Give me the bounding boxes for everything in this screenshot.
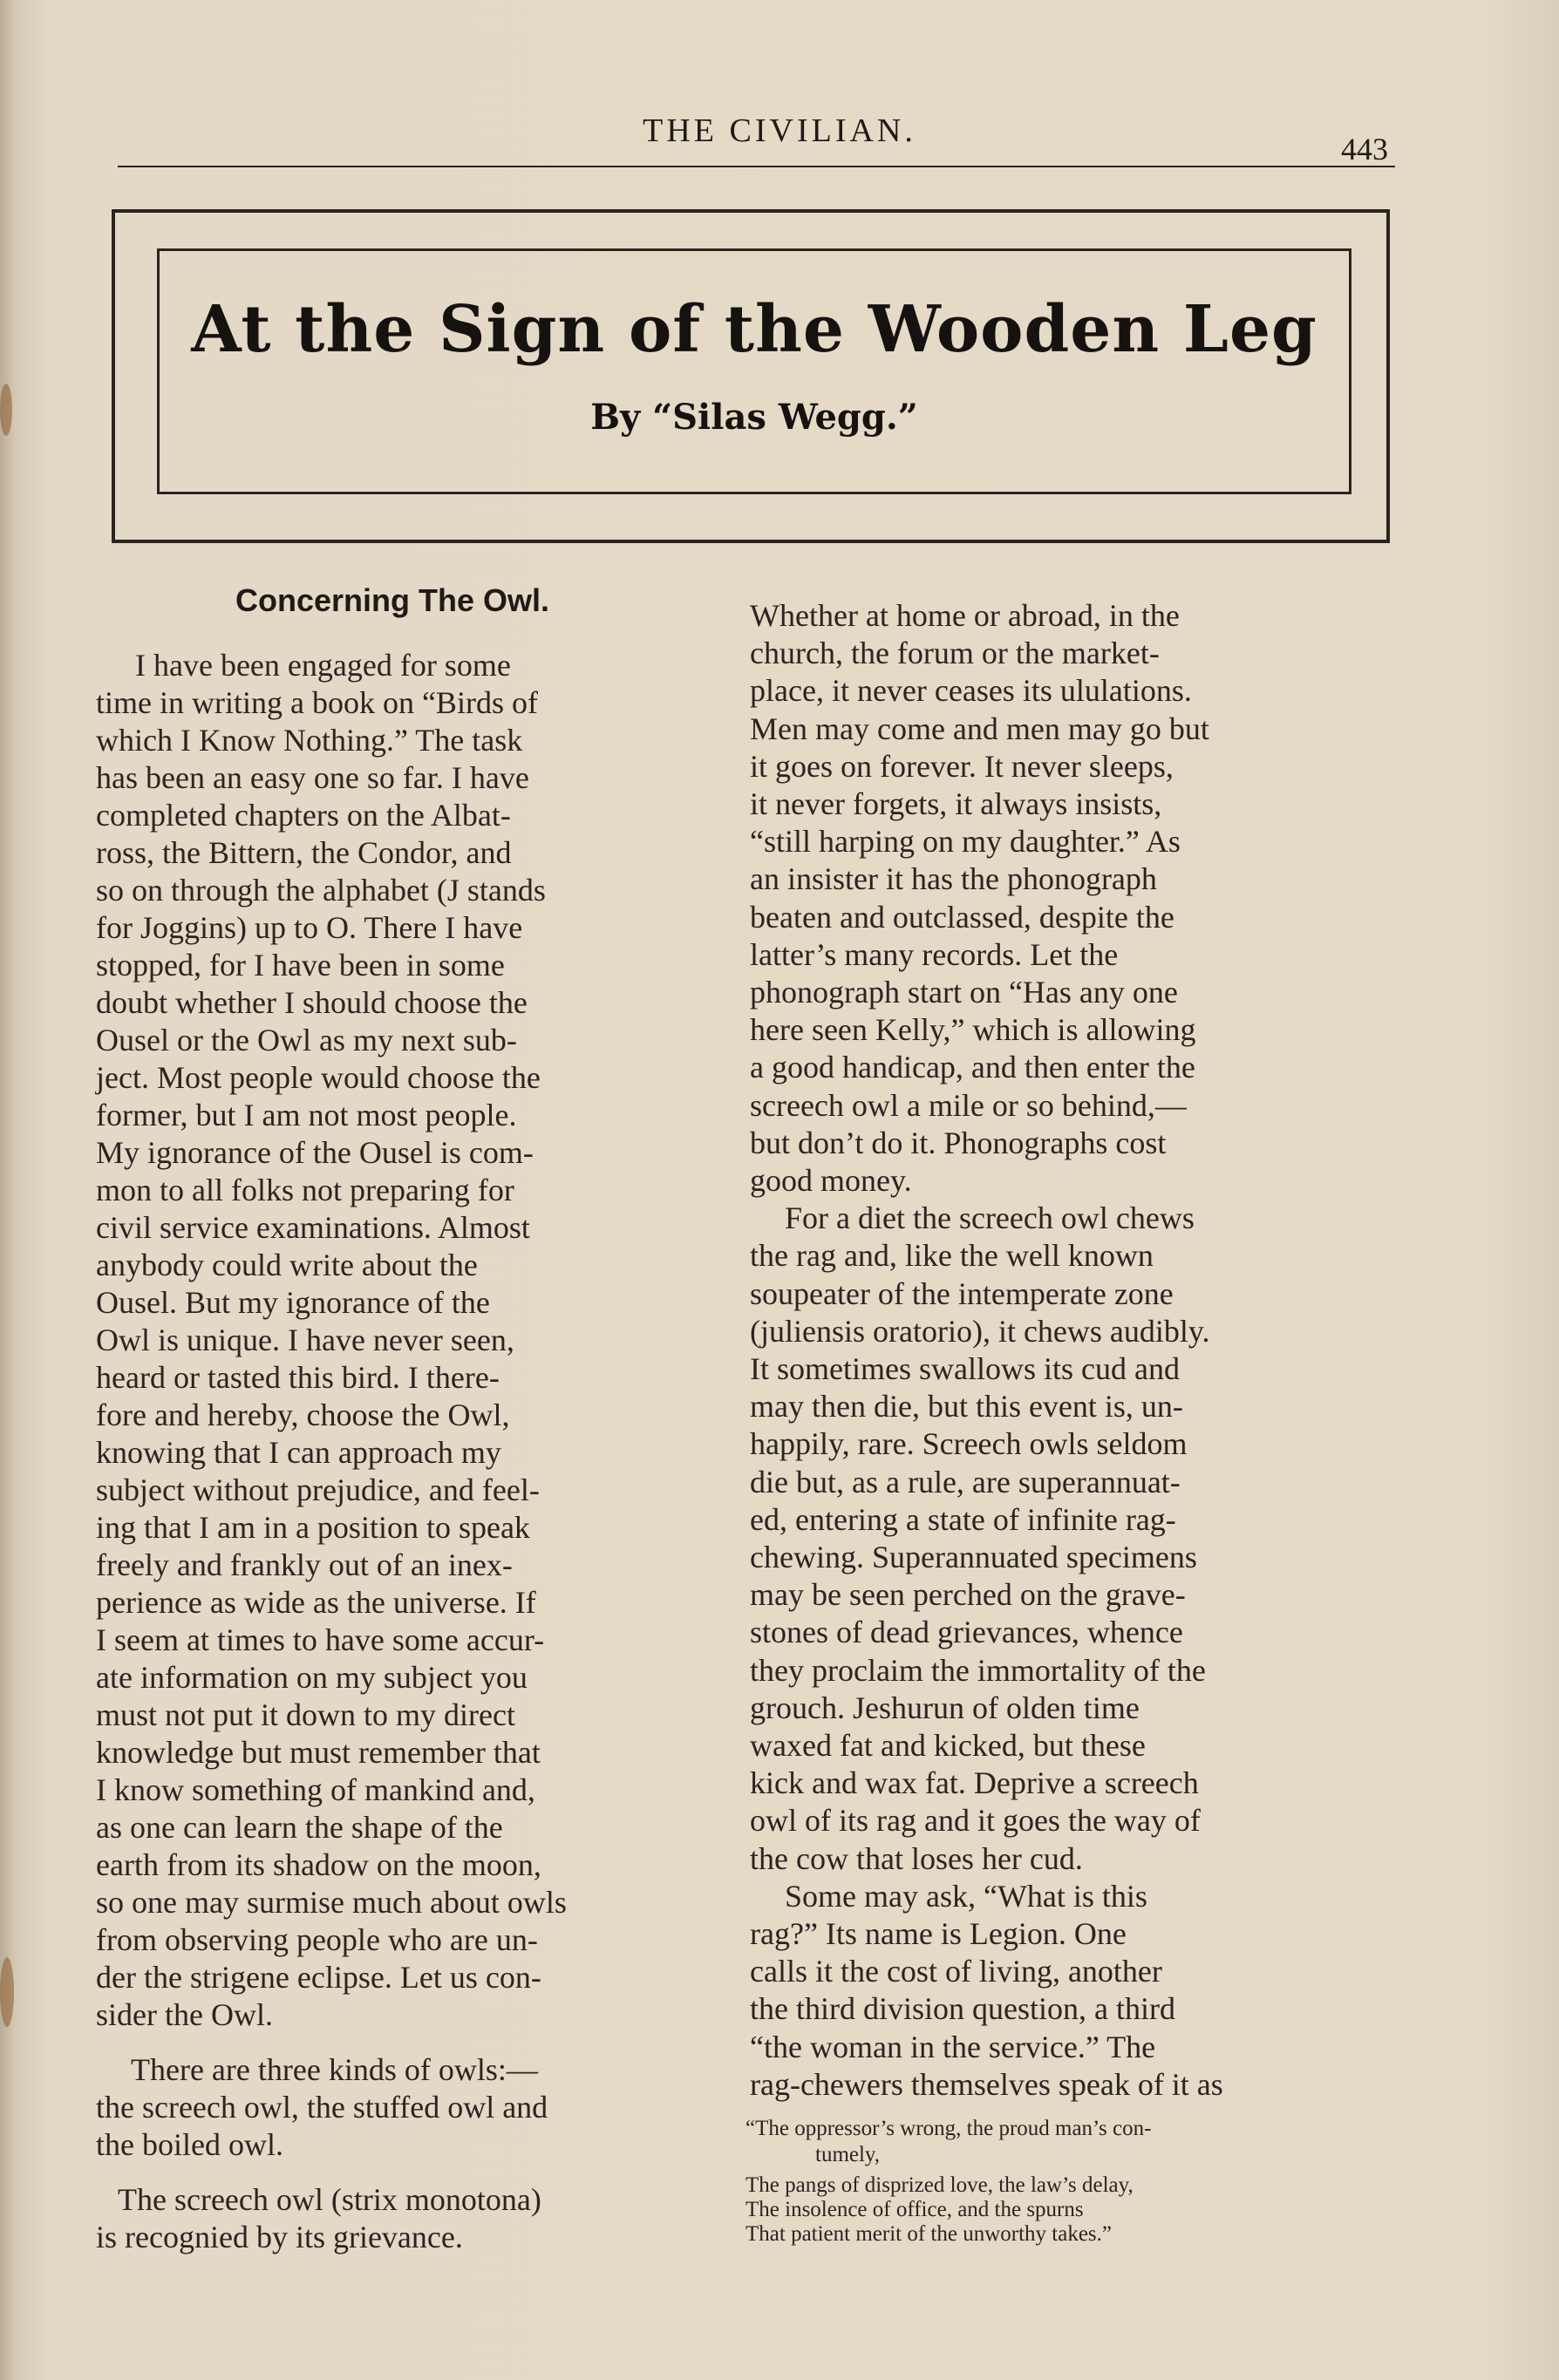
text-line: I seem at times to have some accur- xyxy=(96,1622,545,1657)
text-line: it never forgets, it always insists, xyxy=(750,786,1162,821)
section-heading: Concerning The Owl. xyxy=(235,582,550,618)
text-line: latter’s many records. Let the xyxy=(750,936,1119,972)
text-line: here seen Kelly,” which is allowing xyxy=(750,1012,1196,1048)
text-line: grouch. Jeshurun of olden time xyxy=(750,1690,1140,1725)
text-line: fore and hereby, choose the Owl, xyxy=(96,1397,510,1432)
page-number: 443 xyxy=(1341,132,1388,167)
text-line: so on through the alphabet (J stands xyxy=(96,873,546,908)
text-line: rag?” Its name is Legion. One xyxy=(750,1916,1127,1951)
text-line: subject without prejudice, and feel- xyxy=(96,1472,540,1507)
text-line: My ignorance of the Ousel is com- xyxy=(96,1135,534,1170)
text-line: soupeater of the intemperate zone xyxy=(750,1275,1174,1311)
text-line: Men may come and men may go but xyxy=(750,711,1209,746)
text-line: (juliensis oratorio), it chews audibly. xyxy=(750,1313,1210,1349)
text-line: chewing. Superannuated specimens xyxy=(750,1540,1197,1574)
text-line: doubt whether I should choose the xyxy=(96,985,528,1020)
text-line: civil service examinations. Almost xyxy=(96,1210,530,1245)
text-line: ate information on my subject you xyxy=(96,1660,528,1695)
text-line: may be seen perched on the grave- xyxy=(750,1577,1186,1613)
text-line: has been an easy one so far. I have xyxy=(96,760,529,795)
text-line: There are three kinds of owls:— xyxy=(131,2052,538,2087)
quote-line: “The oppressor’s wrong, the proud man’s con- xyxy=(745,2117,1152,2140)
text-line: The screech owl (strix monotona) xyxy=(118,2182,541,2217)
banner-byline: By “Silas Wegg.” xyxy=(590,397,918,438)
text-line: stones of dead grievances, whence xyxy=(750,1615,1183,1650)
text-line: time in writing a book on “Birds of xyxy=(96,685,538,720)
text-line: as one can learn the shape of the xyxy=(96,1810,503,1845)
text-line: mon to all folks not preparing for xyxy=(96,1173,514,1207)
text-line: the rag and, like the well known xyxy=(750,1238,1154,1274)
text-line: “still harping on my daughter.” As xyxy=(750,824,1181,860)
text-line: phonograph start on “Has any one xyxy=(750,975,1178,1010)
text-line: the screech owl, the stuffed owl and xyxy=(96,2090,548,2125)
banner-inner-frame xyxy=(157,248,1351,494)
text-line: rag-chewers themselves speak of it as xyxy=(750,2066,1223,2102)
text-line: happily, rare. Screech owls seldom xyxy=(750,1426,1188,1462)
text-line: an insister it has the phonograph xyxy=(750,861,1157,897)
text-line: good money. xyxy=(750,1163,912,1198)
text-line: “the woman in the service.” The xyxy=(750,2029,1156,2064)
text-line: place, it never ceases its ululations. xyxy=(750,673,1192,709)
text-line: from observing people who are un- xyxy=(96,1922,538,1957)
text-line: Ousel. But my ignorance of the xyxy=(96,1285,490,1320)
text-line: ross, the Bittern, the Condor, and xyxy=(96,835,512,870)
text-line: Ousel or the Owl as my next sub- xyxy=(96,1023,517,1057)
text-line: kick and wax fat. Deprive a screech xyxy=(750,1765,1199,1801)
text-line: heard or tasted this bird. I there- xyxy=(96,1360,500,1395)
text-line: ject. Most people would choose the xyxy=(96,1060,541,1095)
header-rule xyxy=(118,166,1395,167)
text-line: sider the Owl. xyxy=(96,1997,273,2032)
text-line: ing that I am in a position to speak xyxy=(96,1510,530,1545)
text-line: the third division question, a third xyxy=(750,1991,1175,2027)
quote-line: tumely, xyxy=(815,2143,881,2166)
text-line: stopped, for I have been in some xyxy=(96,948,505,983)
text-line: a good handicap, and then enter the xyxy=(750,1050,1195,1085)
banner-title: At the Sign of the Wooden Leg xyxy=(191,292,1317,367)
text-line: screech owl a mile or so behind,— xyxy=(750,1087,1187,1123)
text-line: Whether at home or abroad, in the xyxy=(750,598,1180,633)
text-line: beaten and outclassed, despite the xyxy=(750,899,1174,935)
text-line: they proclaim the immortality of the xyxy=(750,1652,1206,1688)
text-line: perience as wide as the universe. If xyxy=(96,1585,536,1620)
text-line: freely and frankly out of an inex- xyxy=(96,1547,513,1582)
text-line: die but, as a rule, are superannuat- xyxy=(750,1464,1181,1499)
page-stain xyxy=(0,384,12,436)
text-line: for Joggins) up to O. There I have xyxy=(96,910,523,945)
text-line: it goes on forever. It never sleeps, xyxy=(750,748,1174,784)
quote-line: The pangs of disprized love, the law’s delay, xyxy=(745,2173,1134,2197)
text-line: It sometimes swallows its cud and xyxy=(750,1351,1180,1386)
text-line: I have been engaged for some xyxy=(135,648,511,683)
text-line: knowing that I can approach my xyxy=(96,1435,501,1470)
text-line: which I Know Nothing.” The task xyxy=(96,723,523,758)
text-line: earth from its shadow on the moon, xyxy=(96,1847,541,1882)
text-line: der the strigene eclipse. Let us con- xyxy=(96,1960,541,1995)
text-line: must not put it down to my direct xyxy=(96,1697,515,1732)
text-line: so one may surmise much about owls xyxy=(96,1885,567,1920)
text-line: anybody could write about the xyxy=(96,1248,478,1282)
quote-line: The insolence of office, and the spurns xyxy=(745,2198,1084,2221)
text-line: For a diet the screech owl chews xyxy=(785,1200,1195,1236)
text-line: church, the forum or the market- xyxy=(750,636,1160,671)
text-line: Some may ask, “What is this xyxy=(785,1878,1147,1914)
running-header-title: THE CIVILIAN. xyxy=(643,112,916,149)
text-line: but don’t do it. Phonographs cost xyxy=(750,1125,1167,1160)
text-line: I know something of mankind and, xyxy=(96,1772,535,1807)
text-line: the boiled owl. xyxy=(96,2127,283,2162)
text-line: knowledge but must remember that xyxy=(96,1735,541,1770)
page-stain xyxy=(0,1957,14,2027)
text-line: completed chapters on the Albat- xyxy=(96,798,511,833)
text-line: the cow that loses her cud. xyxy=(750,1840,1083,1876)
text-line: may then die, but this event is, un- xyxy=(750,1389,1183,1425)
text-line: former, but I am not most people. xyxy=(96,1098,517,1132)
text-line: ed, entering a state of infinite rag- xyxy=(750,1501,1176,1537)
text-line: is recognied by its grievance. xyxy=(96,2220,463,2254)
text-line: waxed fat and kicked, but these xyxy=(750,1728,1146,1763)
text-line: owl of its rag and it goes the way of xyxy=(750,1803,1201,1839)
quote-line: That patient merit of the unworthy takes.” xyxy=(745,2222,1113,2246)
text-line: calls it the cost of living, another xyxy=(750,1954,1162,1989)
text-line: Owl is unique. I have never seen, xyxy=(96,1323,514,1357)
